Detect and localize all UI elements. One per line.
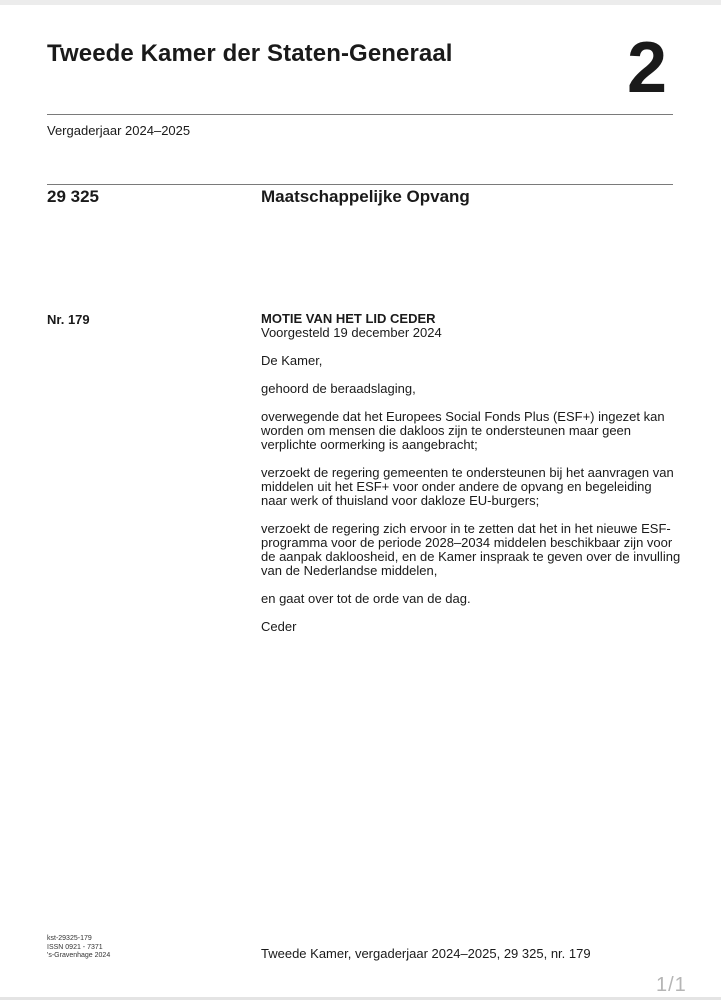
motion-body (261, 312, 681, 648)
document-number: Nr. 179 (47, 312, 90, 327)
dossier-divider (47, 184, 673, 185)
dossier-title: Maatschappelijke Opvang (261, 187, 470, 206)
viewer-top-bar (0, 0, 721, 5)
publication-meta (47, 935, 110, 961)
kst-code: kst-29325-179 (47, 935, 92, 942)
issn: ISSN 0921 - 7371 (47, 943, 103, 951)
motion-paragraph: en gaat over tot de orde van de dag. (261, 591, 471, 606)
motion-paragraph: verzoekt de regering zich ervoor in te zetten dat het in het nieuwe ESF-programma voor de periode 2028–2034 middelen beschikbaar zijn voor de aanpak dakloosheid, en de Kamer inspraak te geven over de invulling van de Nederlandse middelen, (261, 521, 681, 578)
page-footer: Tweede Kamer, vergaderjaar 2024–2025, 29 325, nr. 179 (261, 946, 591, 961)
chamber-number: 2 (627, 28, 668, 108)
session-year: Vergaderjaar 2024–2025 (47, 123, 191, 138)
publication-place: 's-Gravenhage 2024 (47, 952, 111, 959)
motion-paragraph: gehoord de beraadslaging, (261, 381, 416, 396)
header-divider (47, 114, 673, 115)
page-indicator: 1/1 (656, 974, 687, 996)
motion-paragraph: De Kamer, (261, 353, 323, 368)
motion-proposed-date: Voorgesteld 19 december 2024 (261, 325, 442, 340)
dossier-number: 29 325 (47, 187, 99, 206)
document-header-title: Tweede Kamer der Staten-Generaal (47, 40, 453, 67)
motion-paragraph: overwegende dat het Europees Social Fonds Plus (ESF+) ingezet kan worden om mensen die dakloos zijn te ondersteunen maar geen verplichte oormerking is aangebracht; (261, 409, 665, 452)
motion-paragraph: verzoekt de regering gemeenten te ondersteunen bij het aanvragen van middelen uit het ESF+ voor onder andere de opvang en begeleiding naar werk of thuisland voor dakloze EU-burgers; (261, 465, 674, 508)
motion-title: MOTIE VAN HET LID CEDER (261, 311, 436, 326)
motion-signatory: Ceder (261, 619, 297, 634)
